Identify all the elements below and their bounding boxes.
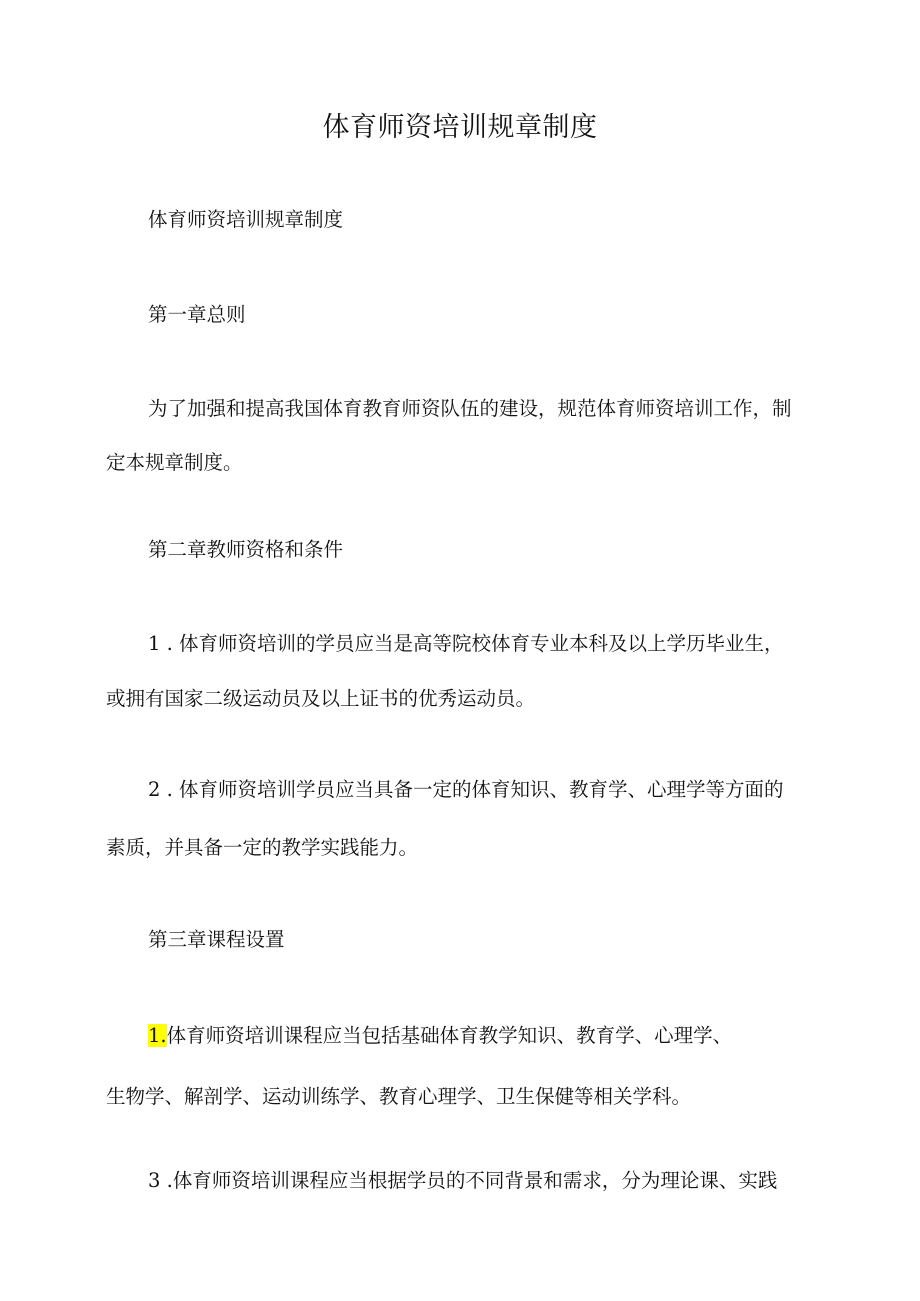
chapter2-item2-line2: 素质，并具备一定的教学实践能力。: [106, 836, 419, 859]
chapter1-heading: 第一章总则: [148, 303, 246, 326]
chapter2-heading: 第二章教师资格和条件: [148, 538, 344, 561]
chapter2-item2-line1: [148, 776, 860, 803]
highlighted-list-number: 1.: [148, 1024, 167, 1047]
list-number: 3: [148, 1169, 161, 1192]
chapter1-paragraph-line1: 为了加强和提高我国体育教育师资队伍的建设，规范体育师资培训工作，制: [148, 397, 792, 420]
chapter3-item1-line2: 生物学、解剖学、运动训练学、教育心理学、卫生保健等相关学科。: [106, 1085, 692, 1108]
list-number: 1: [148, 632, 161, 655]
list-number: 2: [148, 778, 161, 801]
list-text: . 体育师资培训学员应当具备一定的体育知识、教育学、心理学等方面的: [160, 778, 784, 801]
list-text: .体育师资培训课程应当根据学员的不同背景和需求，分为理论课、实践: [160, 1169, 778, 1192]
chapter1-paragraph-line2: 定本规章制度。: [106, 451, 243, 474]
list-text: 体育师资培训课程应当包括基础体育教学知识、教育学、心理学、: [166, 1024, 733, 1047]
chapter2-item1-line2: 或拥有国家二级运动员及以上证书的优秀运动员。: [106, 687, 536, 710]
chapter3-item1-line1: [148, 1022, 860, 1049]
chapter2-item1-line1: [148, 630, 860, 657]
chapter3-item3-line1: [148, 1167, 860, 1194]
list-text: . 体育师资培训的学员应当是高等院校体育专业本科及以上学历毕业生，: [160, 632, 784, 655]
document-subtitle: 体育师资培训规章制度: [148, 208, 344, 231]
chapter3-heading: 第三章课程设置: [148, 928, 285, 951]
document-title: 体育师资培训规章制度: [322, 112, 598, 143]
